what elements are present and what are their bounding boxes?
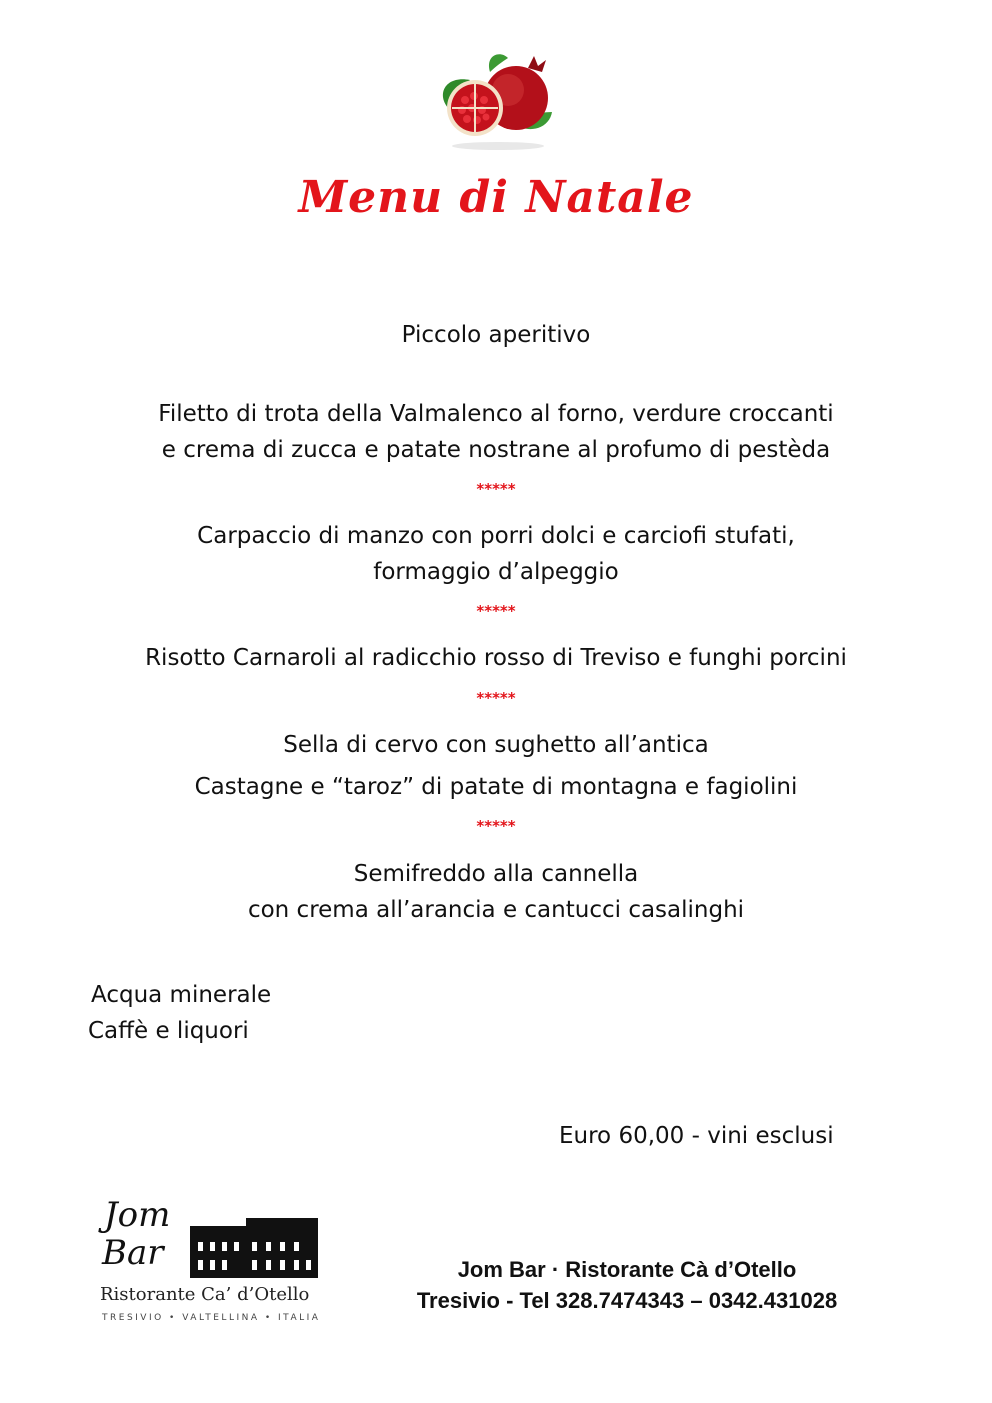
contact-phone: Tresivio - Tel 328.7474343 – 0342.431028: [416, 1288, 838, 1313]
separator-stars: *****: [476, 602, 516, 620]
course-4-line-1: Sella di cervo con sughetto all’antica: [283, 732, 709, 758]
course-2-line-2: formaggio d’alpeggio: [373, 559, 619, 585]
separator-stars: *****: [476, 480, 516, 498]
aperitivo: Piccolo aperitivo: [401, 322, 591, 348]
course-5-line-1: Semifreddo alla cannella: [353, 861, 639, 887]
course-1-line-1: Filetto di trota della Valmalenco al forno, verdure croccanti: [158, 401, 834, 427]
contact-name: Jom Bar · Ristorante Cà d’Otello: [457, 1257, 797, 1282]
logo-restaurant-name: Ristorante Ca’ d’Otello: [100, 1284, 310, 1305]
course-2-line-1: Carpaccio di manzo con porri dolci e carciofi stufati,: [197, 523, 795, 549]
separator-stars: *****: [476, 817, 516, 835]
course-1-line-2: e crema di zucca e patate nostrane al profumo di pestèda: [161, 437, 831, 463]
course-3-line-1: Risotto Carnaroli al radicchio rosso di Treviso e funghi porcini: [145, 645, 847, 671]
course-4-line-2: Castagne e “taroz” di patate di montagna e fagiolini: [194, 774, 798, 800]
page-title: Menu di Natale: [298, 172, 694, 223]
separator-stars: *****: [476, 689, 516, 707]
logo-script-bar: Bar: [102, 1233, 164, 1273]
logo-script-jom: Jom: [104, 1195, 171, 1235]
pomegranate-illustration: [430, 50, 560, 150]
building-icon: [190, 1218, 318, 1278]
logo-subtitle: TRESIVIO • VALTELLINA • ITALIA: [102, 1313, 321, 1323]
price: Euro 60,00 - vini esclusi: [559, 1123, 834, 1149]
extra-water: Acqua minerale: [91, 982, 272, 1008]
restaurant-logo: [98, 1196, 328, 1331]
extra-coffee: Caffè e liquori: [88, 1018, 249, 1044]
course-5-line-2: con crema all’arancia e cantucci casalinghi: [247, 897, 745, 923]
